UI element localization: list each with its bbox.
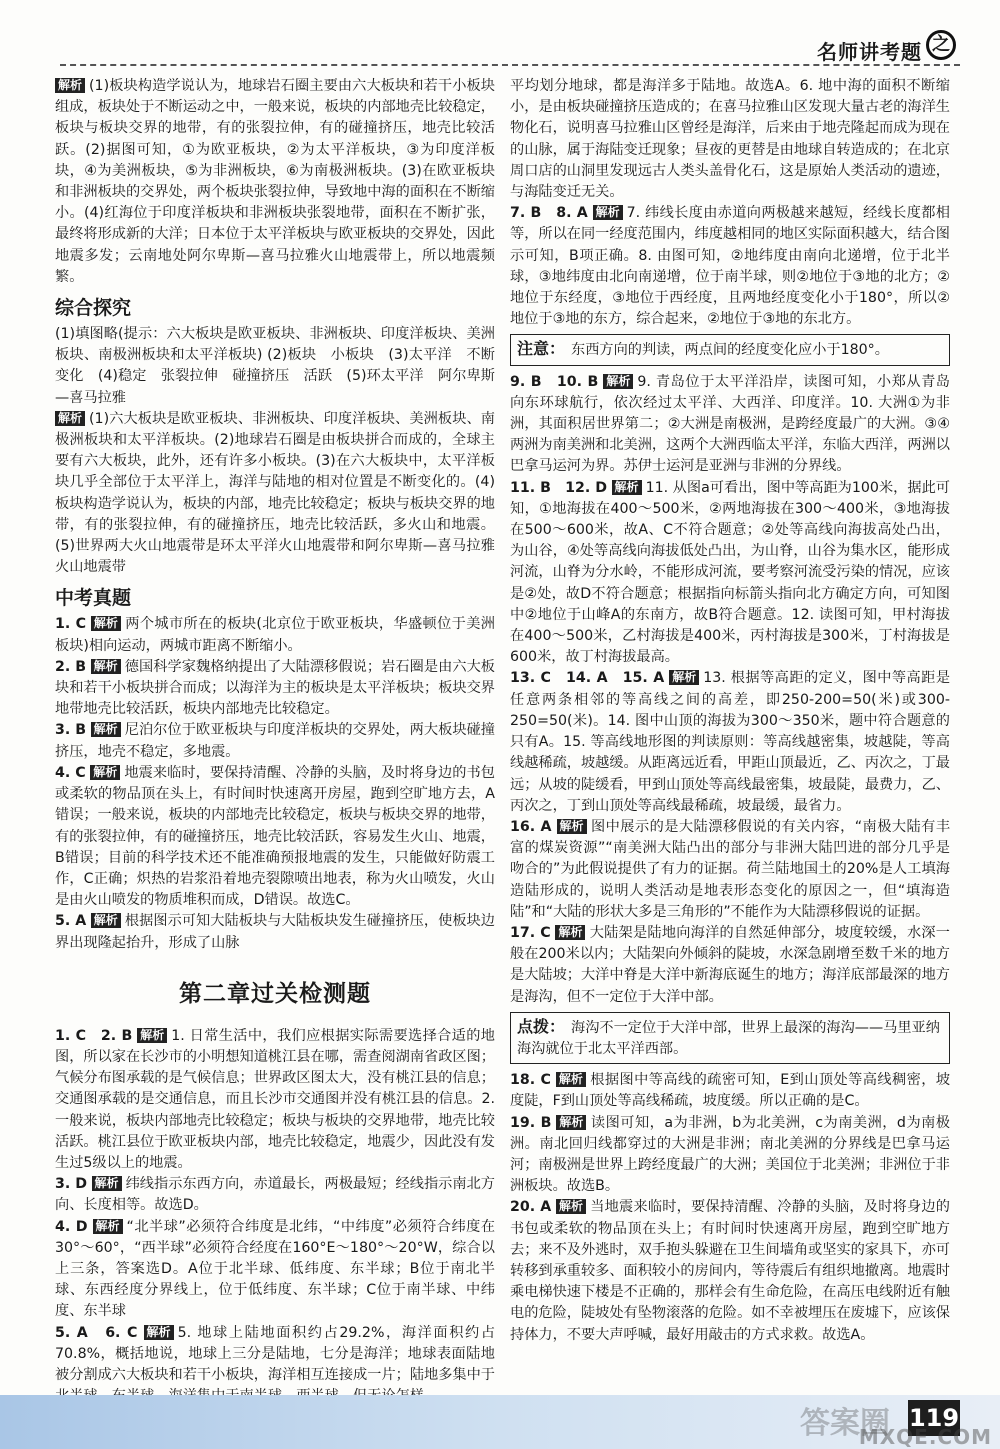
answer-key: 4. D [55, 1218, 88, 1235]
answer-key: 13. C 14. A 15. A [510, 670, 665, 687]
page-header [0, 0, 1000, 80]
question-answer: 7. B 8. A 解析 7. 纬线长度由赤道向两极越来越短，经线长度都相等，所以在同一经度范围内，纬度越相同的地区实际面积越大，结合图示可知，B项正确。8. 由图可知，②地纬度由南向北递增，位于北半球，③地纬度由北向南递增，位于南半球，则②地位于③地的北方；②地位于东经度，③地位于西经度，且两地经度变化小于180°，所以②地位于③地的东方，综合起来，②地位于③地的东北方。 [510, 205, 950, 328]
section-title: 综合探究 [55, 297, 132, 320]
note-label: 注意： [517, 339, 566, 359]
question-answer: 9. B 10. B 解析 9. 青岛位于太平洋沿岸，读图可知，小郑从青岛向东环球航行，依次经过太平洋、大西洋、印度洋。10. 大洲①为非洲，其面积居世界第二；②大洲是南极洲，是跨经度最广的大洲。③④两洲为南美洲和北美洲，这两个大洲西临太平洋，东临大西洋，两洲以巴拿马运河为界。苏伊士运河是亚洲与非洲的分界线。 [510, 373, 950, 475]
answer-key: 20. A [510, 1199, 552, 1216]
question-answer: 16. A 解析 图中展示的是大陆漂移假说的有关内容，“南极大陆有丰富的煤炭资源”“南美洲大陆凸出的部分与非洲大陆凹进的部分几乎是吻合的”为此假说提供了有力的证据。荷兰陆地国土的20%是人工填海造陆形成的，说明人类活动是地表形态变化的原因之一，但“填海造陆”和“大陆的形状大多是三角形的”不能作为大陆漂移假说的证据。 [510, 818, 951, 920]
analysis-tag: 解析 [91, 616, 121, 631]
answer-key: 1. C 2. B [55, 1027, 133, 1044]
question-answer: 20. A 解析 当地震来临时，要保持清醒、冷静的头脑，及时将身边的书包或柔软的物品顶在头上；有时间时快速离开房屋，跑到空旷地方去；来不及外逃时，双手抱头躲避在卫生间墙角或坚实的家具下，亦可转移到承重较多、面积较小的房间内，等待震后有组织地撤离。地震时乘电梯快速下楼是不正确的，那样会有生命危险，在高压电线附近有触电的危险，陡坡处有坠物滚落的危险。如不幸被埋压在废墟下，应该保持体力，不要大声呼喊，最好用敲击的方式求救。故选A。 [510, 1199, 950, 1343]
answer-key: 19. B [510, 1114, 552, 1131]
question-answer: 3. B 解析 尼泊尔位于欧亚板块与印度洋板块的交界处，两大板块碰撞挤压，地壳不稳定，多地震。 [55, 722, 495, 760]
question-answer: 18. C 解析 根据图中等高线的疏密可知，E到山顶处等高线稠密，坡度陡，F到山顶处等高线稀疏，坡度缓。所以正确的是C。 [510, 1072, 951, 1110]
answer-key: 2. B [55, 658, 87, 675]
analysis-tag: 解析 [55, 411, 85, 426]
analysis-tag: 解析 [593, 205, 623, 220]
page-number: 119 [908, 1400, 960, 1436]
question-answer: 11. B 12. D 解析 11. 从图a可看出，图中等高距为100米，据此可知，①地海拔在400～500米，②两地海拔在300～400米，③地海拔在500～600米，故A、C不符合题意；②处等高线向海拔高处凸出，为山谷，④处等高线向海拔低处凸出，为山脊，山谷为集水区，能形成河流，山脊为分水岭，不能形成河流，要考察河流受污染的情况，应该是②处，故D不符合题意；根据指向标箭头指向北方确定方向，可知图中②地位于山峰A的东南方，故B符合题意。12. 读图可知，甲村海拔在400～500米，乙村海拔是400米，丙村海拔是300米，丁村海拔是600米，故丁村海拔最高。 [510, 479, 950, 666]
tip-box: 点拨： 海沟不一定位于大洋中部，世界上最深的海沟——马里亚纳海沟就位于北太平洋西部。 [510, 1012, 950, 1064]
analysis-tag: 解析 [137, 1028, 167, 1043]
left-column [55, 76, 495, 1407]
analysis-tag: 解析 [557, 819, 587, 834]
analysis-tag: 解析 [92, 1176, 122, 1191]
answer-key: 3. D [55, 1176, 87, 1193]
question-answer: 5. A 6. C 解析 5. 地球上陆地面积约占29.2%，海洋面积约占70.8%，概括地说，地球上三分是陆地，七分是海洋；地球表面陆地被分割成六大板块和若干小板块，海洋相互连接成一片；陆地多集中于 [55, 1324, 496, 1383]
answer-block: 解析 (1)六大板块是欧亚板块、非洲板块、印度洋板块、美洲板块、南极洲板块和太平洋板块。(2)地球岩石圈是由板块拼合而成的，全球主要有六大板块，此外，还有许多小板块。(3)在六大板块中，太平洋板块几乎全部位于太平洋上，海洋与陆地的相对位置是不断变化的。(4)板块构造学说认为，板块的内部，地壳比较稳定；板块与板块交界的地带，有的张裂拉伸，有的碰撞挤压，地壳比较活跃，多火山和地震。(5)世界两大火山地震带是环太平洋火山地震带和阿尔卑斯—喜马拉雅火山地震带 [55, 410, 495, 576]
analysis-tag: 解析 [556, 1199, 586, 1214]
answer-key: 5. A [55, 913, 87, 930]
answer-key: 17. C [510, 924, 551, 941]
question-answer: 2. B 解析 德国科学家魏格纳提出了大陆漂移假说；岩石圈是由六大板块和若干小板块拼合而成；以海洋为主的板块是太平洋板块；板块交界地带地壳比较活跃，板块内部地壳比较稳定。 [55, 658, 495, 718]
analysis-tag: 解析 [555, 925, 585, 940]
chapter-title: 第二章过关检测题 [179, 980, 371, 1007]
analysis-tag: 解析 [90, 765, 120, 780]
right-column [510, 76, 950, 1346]
note-box: 注意： 东西方向的判读，两点间的经度变化应小于180°。 [510, 334, 950, 365]
answer-key: 18. C [510, 1072, 551, 1089]
analysis-tag: 解析 [93, 1219, 123, 1234]
question-answer: 4. D 解析 “北半球”必须符合纬度是北纬，“中纬度”必须符合纬度在30°～60°，“西半球”必须符合经度在160°E～180°～20°W，综合以上三条，答案选D。A位于北半球、低纬度、东半球；B位于南北半球、东西经度分界线上，位于低纬度、东半球；C位于南半球、中纬度、东半球 [55, 1218, 496, 1320]
question-answer: 3. D 解析 纬线指示东西方向，赤道最长，两极最短；经线指示南北方向、长度相等。故选D。 [55, 1176, 495, 1214]
question-answer: 1. C 解析 两个城市所在的板块(北京位于欧亚板块，华盛顿位于美洲板块)相向运动，两城市距离不断缩小。 [55, 616, 495, 654]
answer-block: 解析 (1)板块构造学说认为，地球岩石圈主要由六大板块和若干小板块组成，板块处于不断运动之中，一般来说，板块的内部地壳比较稳定，板块与板块交界的地带，有的张裂拉伸，有的碰撞挤压，地壳比较活跃。(2)据图可知，①为欧亚板块，②为太平洋板块，③为印度洋板块，④为美洲板块，⑤为非洲板块，⑥为南极洲板块。(3)在欧亚板块和非洲板块的交界处，两个板块张裂拉伸，导致地中海的面积在不断缩小。(4)红海位于印度洋板块和非洲板块张裂地带，面积在不断扩张，最终将形成新的大洋；日本位于太平洋板块与欧亚板块的交界处，因此地震多发；云南地处阿尔卑斯—喜马拉雅火山地震带上，所以地震频繁。 [55, 78, 495, 285]
analysis-tag: 解析 [603, 374, 633, 389]
answer-key: 3. B [55, 722, 87, 739]
analysis-tag: 解析 [144, 1325, 174, 1340]
note-label: 点拨： [517, 1016, 566, 1036]
answer-key: 7. B 8. A [510, 205, 588, 222]
question-answer: 4. C 解析 地震来临时，要保持清醒、冷静的头脑，及时将身边的书包或柔软的物品顶在头上，有时间时快速离开房屋，跑到空旷地方去，A错误；一般来说，板块的内部地壳比较稳定，板块与板块交界的地带，有的张裂拉伸，有的碰撞挤压，地壳比较活跃，容易发生火山、地震，B错误；目前的科学技术还不能准确预报地震的发生，只能做好防震工作，C正确；炽热的岩浆沿着地壳裂隙喷出地表，称为火山喷发，火山是由火山喷发的物质堆积而成，D错误。故选C。 [55, 764, 495, 909]
answer-block: 平均划分地球，都是海洋多于陆地。故选A。6. 地中海的面积不断缩小，是由板块碰撞挤压造成的；在喜马拉雅山区发现大量古老的海洋生物化石，说明喜马拉雅山区曾经是海洋，后来由于地壳隆起而成为现在的山脉，属于海陆变迁现象；昼夜的更替是由地球自转造成的；在北京周口店的山洞里发现远古人类头盖骨化石，这是原始人类活动的遗迹，与海陆变迁无关。 [510, 78, 950, 201]
answer-key: 5. A 6. C [55, 1324, 138, 1341]
section-title: 中考真题 [55, 587, 132, 610]
analysis-tag: 解析 [91, 913, 121, 928]
answer-key: 1. C [55, 616, 86, 633]
series-title: 名师讲考题 [817, 40, 922, 64]
answer-key: 16. A [510, 818, 552, 835]
analysis-tag: 解析 [612, 480, 642, 495]
question-answer: 1. C 2. B 解析 1. 日常生活中，我们应根据实际需要选择合适的地图，所以家在长沙市的小明想知道桃江县在哪，需查阅湖南省政区图；气候分布图承载的是气候信息；世界政区图太大，没有桃江县的信息；交通图承载的是交通信息，而且长沙市交通图并没有桃江县的信息。2. 一般来说，板块内部地壳比较稳定；板块与板块的交界地带，地壳比较活跃。桃江县位于欧亚板块内部，地壳比较稳定，地震少，因此没有发生过5级以上的地震。 [55, 1027, 495, 1171]
analysis-tag: 解析 [556, 1115, 586, 1130]
answer-key: 11. B 12. D [510, 479, 608, 496]
analysis-tag: 解析 [91, 722, 121, 737]
question-answer: 5. A 解析 根据图示可知大陆板块与大陆板块发生碰撞挤压，使板块边界出现隆起抬升，形成了山脉 [55, 913, 495, 951]
series-logo: 之 [926, 30, 956, 60]
question-answer: 13. C 14. A 15. A 解析 13. 根据等高距的定义，图中等高距是任意两条相邻的等高线之间的高差，即250-200=50(米)或300-250=50(米)。14. 图中山顶的海拔为300～350米，题中符合题意的只有A。15. 等高线地形图的判读原则：等高线越密集，坡越陡，等高线越稀疏，坡越缓。从距离远近看，甲距山顶最近，乙、丙次之，丁最远；从坡的陡缓看，甲到山顶处等高线最密集，坡最陡，最费力，乙、丙次之，丁到山顶处等高线最稀疏，坡最缓，最省力。 [510, 670, 951, 814]
analysis-tag: 解析 [669, 670, 699, 685]
analysis-tag: 解析 [91, 659, 121, 674]
analysis-tag: 解析 [55, 78, 85, 93]
answer-key: 9. B 10. B [510, 373, 599, 390]
analysis-tag: 解析 [556, 1072, 586, 1087]
watermark-logo: 答案圈 [800, 1406, 890, 1441]
question-answer: 17. C 解析 大陆架是陆地向海洋的自然延伸部分，坡度较缓，水深一般在200米以内；大陆架向外倾斜的陡坡，水深急剧增至数千米的地方是大陆坡；大洋中脊是大洋中新海底诞生的地方；海洋底部最深的地方是海沟，但不一定位于大洋中部。 [510, 924, 950, 1005]
answer-key: 4. C [55, 764, 86, 781]
answer-block: (1)填图略(提示：六大板块是欧亚板块、非洲板块、印度洋板块、美洲板块、南极洲板块和太平洋板块) (2)板块 小板块 (3)太平洋 不断变化 (4)稳定 张裂拉伸 碰撞挤压 活跃 (5)环太平洋 阿尔卑斯—喜马拉雅 [55, 326, 495, 406]
question-answer: 19. B 解析 读图可知，a为非洲，b为北美洲，c为南美洲，d为南极洲。南北回归线都穿过的大洲是非洲；南北美洲的分界线是巴拿马运河；南极洲是世界上跨经度最广的大洲；美国位于北美洲；非洲位于非洲板块。故选B。 [510, 1114, 950, 1195]
watermark-url: MXQE.COM [858, 1425, 992, 1449]
